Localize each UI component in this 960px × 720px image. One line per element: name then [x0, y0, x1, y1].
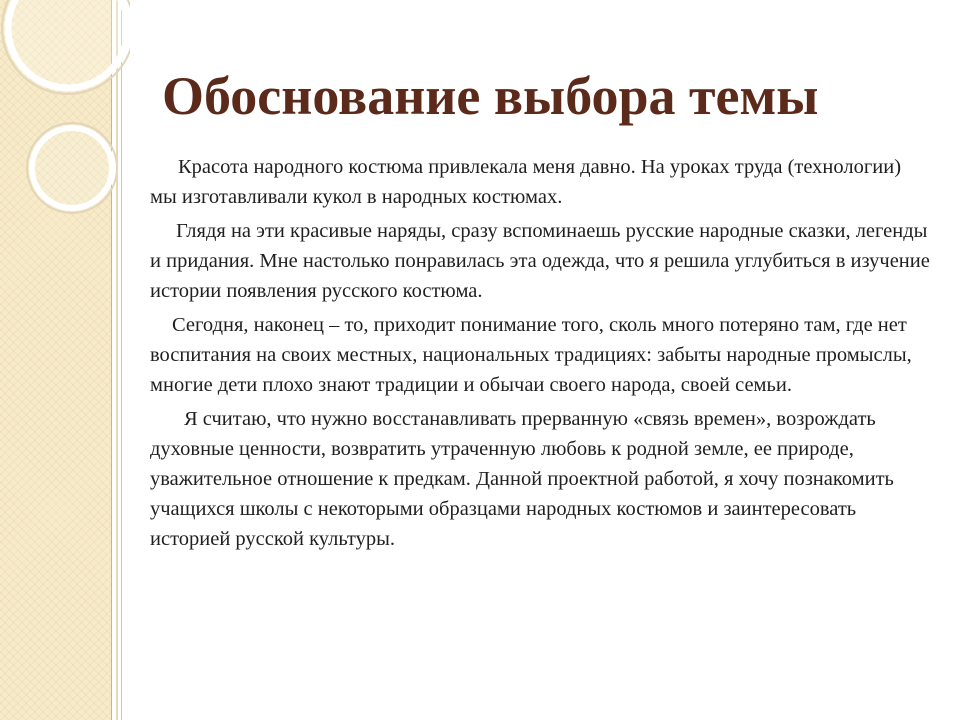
decorative-circles	[0, 0, 130, 260]
decorative-ring-small	[32, 128, 112, 208]
paragraph-3: Сегодня, наконец – то, приходит понимание того, сколь много потеряно там, где нет воспитания на своих местных, национальных традициях: забыты народные промыслы, многие дети плохо знают традиции и обычаи своего народа, своей семьи.	[150, 314, 912, 396]
paragraph-4: Я считаю, что нужно восстанавливать прерванную «связь времен», возрождать духовные ценности, возвратить утраченную любовь к родной земле, ее природе, уважительное отношение к предкам. Данной проектной работой, я хочу познакомить учащихся школы с некоторыми образцами народных костюмов и заинтересовать историей русской культуры.	[150, 408, 894, 550]
slide-content	[150, 60, 930, 558]
paragraph-1: Красота народного костюма привлекала меня давно. На уроках труда (технологии) мы изготавливали кукол в народных костюмах.	[150, 156, 902, 208]
decorative-ring-large	[8, 0, 128, 88]
slide-title: Обоснование выбора темы	[162, 66, 819, 126]
slide-body	[150, 152, 930, 554]
paragraph-2: Глядя на эти красивые наряды, сразу вспоминаешь русские народные сказки, легенды и придания. Мне настолько понравилась эта одежда, что я решила углубиться в изучение истории появления русского костюма.	[150, 220, 930, 302]
